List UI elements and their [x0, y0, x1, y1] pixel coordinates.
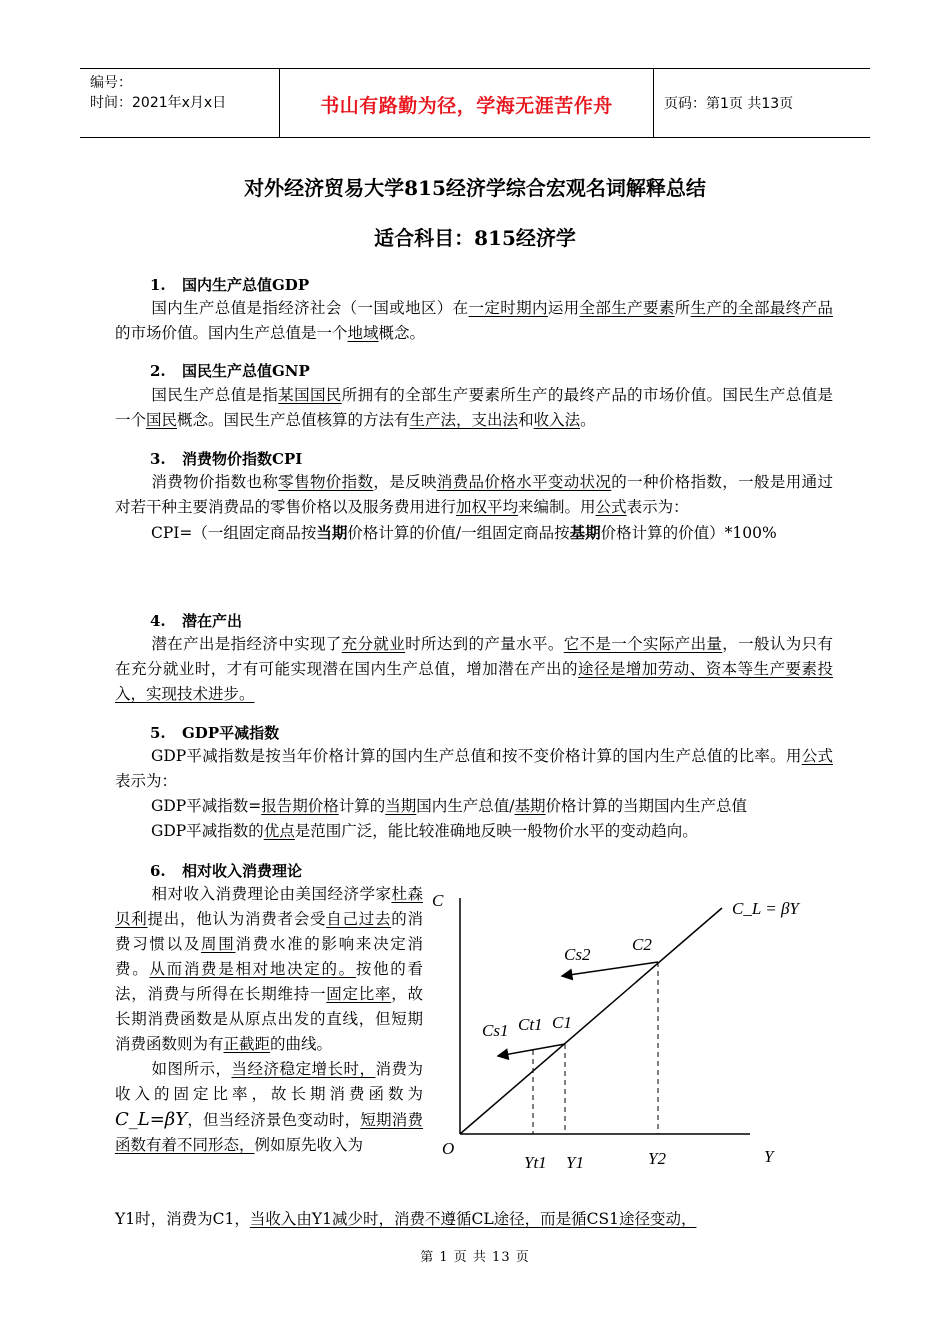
ct1-label: Ct1: [518, 1015, 543, 1034]
y2-label: Y2: [648, 1149, 666, 1168]
section-heading-6: 6. 相对收入消费理论: [150, 862, 303, 880]
header-motto: 书山有路勤为径，学海无涯苦作舟: [280, 69, 654, 137]
origin-label: O: [442, 1139, 455, 1158]
short-run-line-s1: [498, 1044, 565, 1056]
page-header: [80, 68, 870, 138]
section-body-4: 潜在产出是指经济中实现了充分就业时所达到的产量水平。它不是一个实际产出量，一般认为只有在充分就业时，才有可能实现潜在国内生产总值，增加潜在产出的途径是增加劳动、资本等生产要素投入，实现技术进步。: [115, 635, 833, 703]
axis-c-label: C: [432, 891, 444, 910]
y1-label: Y1: [566, 1153, 584, 1172]
c1-label: C1: [552, 1013, 572, 1032]
consumption-function-chart: [430, 878, 810, 1178]
axis-y-label: Y: [764, 1147, 774, 1166]
section-heading-1: 1. 国内生产总值GDP: [150, 276, 310, 294]
long-run-label: C_L = βY: [732, 899, 799, 918]
document-subtitle: 适合科目：815经济学: [374, 226, 576, 250]
page-footer: 第 1 页 共 13 页: [420, 1250, 530, 1265]
section-body-1: 国内生产总值是指经济社会（一国或地区）在一定时期内运用全部生产要素所生产的全部最终产品的市场价值。国内生产总值是一个地域概念。: [115, 299, 833, 342]
section-heading-4: 4. 潜在产出: [150, 612, 243, 630]
short-run-line-s2: [562, 962, 658, 976]
cs2-label: Cs2: [564, 945, 591, 964]
cs1-label: Cs1: [482, 1021, 509, 1040]
section-body-6b: Y1时，消费为C1，当收入由Y1减少时，消费不遵循CL途径，而是循CS1途径变动，: [115, 1210, 697, 1228]
section-heading-2: 2. 国民生产总值GNP: [150, 362, 310, 380]
section-body-6a: 相对收入消费理论由美国经济学家杜森贝利提出，他认为消费者会受自己过去的消费习惯以及周围消费水准的影响来决定消费。从而消费是相对地决定的。按他的看法，消费与所得在长期维持一固定比率，故长期消费函数是从原点出发的直线，但短期消费函数则为有正截距的曲线。 如图所示，当经济稳定增长时，消费为收入的固定比率，故长期消费函数为C_L=βY，但当经济景色变动时，短期消费函数有着不同形态，例如原先收入为: [115, 885, 423, 1154]
c2-label: C2: [632, 935, 652, 954]
document-title: 对外经济贸易大学815经济学综合宏观名词解释总结: [244, 176, 706, 200]
header-page: 页码：第1页 共13页: [664, 96, 794, 112]
section-body-3: 消费物价指数也称零售物价指数，是反映消费品价格水平变动状况的一种价格指数，一般是用通过对若干种主要消费品的零售价格以及服务费用进行加权平均来编制。用公式表示为： CPI=（一组固定商品按当期价格计算的价值/一组固定商品按基期价格计算的价值）*100%: [115, 473, 833, 542]
header-time: 时间：2021年x月x日: [90, 95, 227, 111]
section-heading-3: 3. 消费物价指数CPI: [150, 450, 303, 468]
header-meta: [80, 69, 280, 137]
section-body-5: GDP平减指数是按当年价格计算的国内生产总值和按不变价格计算的国内生产总值的比率。用公式表示为： GDP平减指数=报告期价格计算的当期国内生产总值/基期价格计算的当期国内生产总值 GDP平减指数的优点是范围广泛，能比较准确地反映一般物价水平的变动趋向。: [115, 747, 833, 840]
section-body-2: 国民生产总值是指某国国民所拥有的全部生产要素所生产的最终产品的市场价值。国民生产总值是一个国民概念。国民生产总值核算的方法有生产法，支出法和收入法。: [115, 386, 833, 429]
long-run-equation: C_L=βY: [115, 1109, 188, 1130]
header-number: 编号：: [90, 75, 132, 91]
section-heading-5: 5. GDP平减指数: [150, 724, 280, 742]
yt1-label: Yt1: [524, 1153, 547, 1172]
